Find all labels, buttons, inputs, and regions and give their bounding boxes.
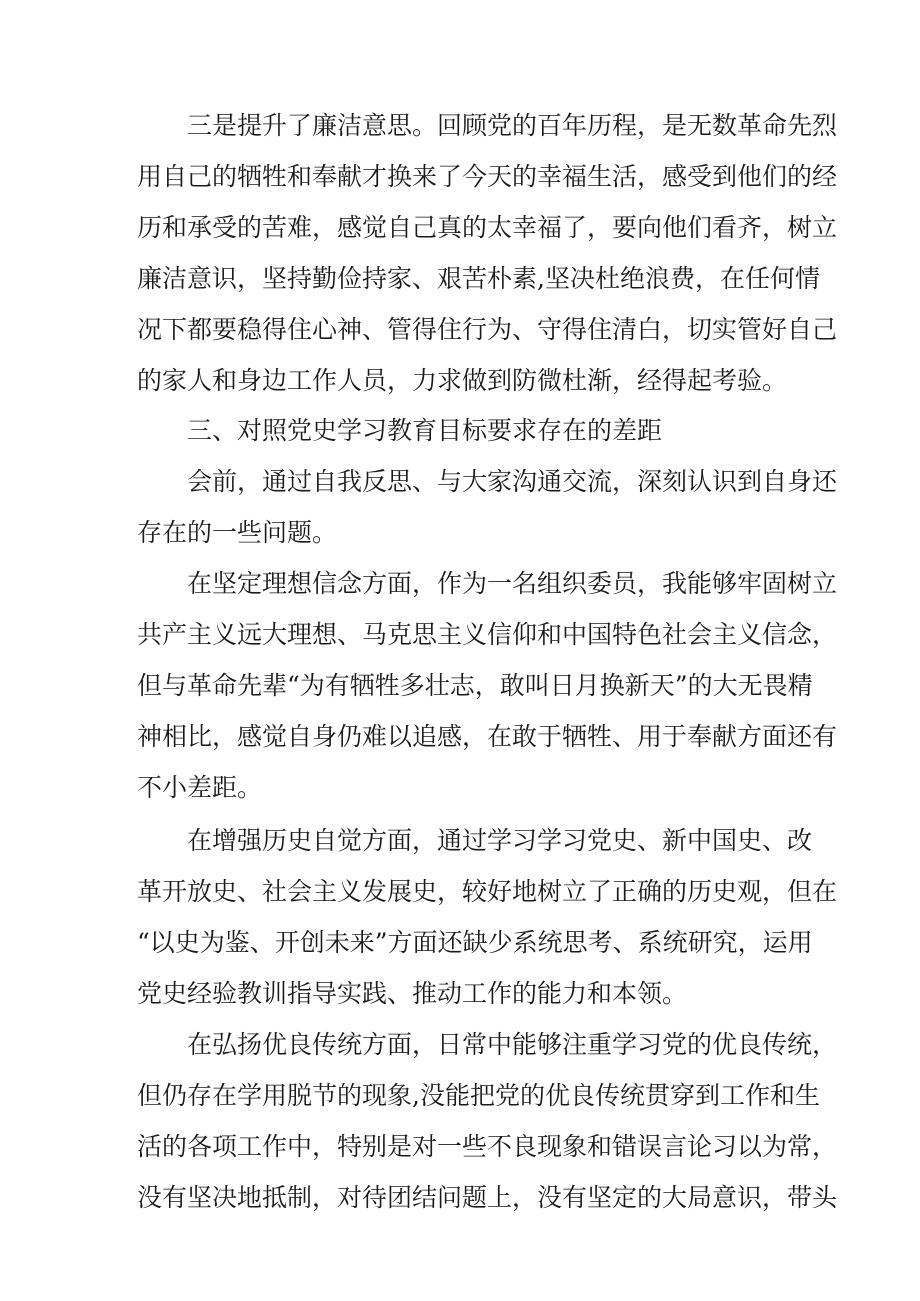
paragraph-line: 党史经验教训指导实践、推动工作的能力和本领。: [137, 979, 688, 1008]
paragraph-line: 共产主义远大理想、马克思主义信仰和中国特色社会主义信念，: [137, 620, 838, 649]
paragraph-line: 但仍存在学用脱节的现象,没能把党的优良传统贯穿到工作和生: [137, 1081, 820, 1110]
paragraph-line: 廉洁意识，坚持勤俭持家、艰苦朴素,坚决杜绝浪费，在任何情: [137, 264, 820, 293]
paragraph-line: 况下都要稳得住心神、管得住行为、守得住清白，切实管好自己: [137, 315, 838, 344]
paragraph-line: 不小差距。: [137, 773, 263, 802]
paragraph-line: 在坚定理想信念方面，作为一名组织委员，我能够牢固树立: [187, 569, 838, 598]
paragraph-line: 神相比，感觉自身仍难以追感，在敢于牺牲、用于奉献方面还有: [137, 722, 838, 751]
paragraph-line: 的家人和身边工作人员，力求做到防微杜渐，经得起考验。: [137, 366, 788, 395]
paragraph-line: 活的各项工作中，特别是对一些不良现象和错误言论习以为常，: [137, 1132, 838, 1161]
paragraph-line: 在弘扬优良传统方面，日常中能够注重学习党的优良传统，: [187, 1030, 838, 1059]
paragraph-line: “以史为鉴、开创未来”方面还缺少系统思考、系统研究，运用: [137, 928, 813, 957]
paragraph-line: 用自己的牺牲和奉献才换来了今天的幸福生活，感受到他们的经: [137, 162, 838, 191]
paragraph-line: 但与革命先辈“为有牺牲多壮志，敢叫日月换新天”的大无畏精: [137, 671, 813, 700]
paragraph-line: 历和承受的苦难，感觉自己真的太幸福了，要向他们看齐，树立: [137, 213, 838, 242]
paragraph-line: 三是提升了廉洁意思。回顾党的百年历程，是无数革命先烈: [187, 111, 838, 140]
section-heading: 三、对照党史学习教育目标要求存在的差距: [187, 416, 663, 445]
paragraph-line: 存在的一些问题。: [137, 518, 338, 547]
paragraph-line: 在增强历史自觉方面，通过学习学习党史、新中国史、改: [187, 826, 813, 855]
paragraph-line: 革开放史、社会主义发展史，较好地树立了正确的历史观，但在: [137, 877, 838, 906]
paragraph-line: 没有坚决地抵制，对待团结问题上，没有坚定的大局意识，带头: [137, 1183, 838, 1212]
paragraph-line: 会前，通过自我反思、与大家沟通交流，深刻认识到自身还: [187, 467, 838, 496]
